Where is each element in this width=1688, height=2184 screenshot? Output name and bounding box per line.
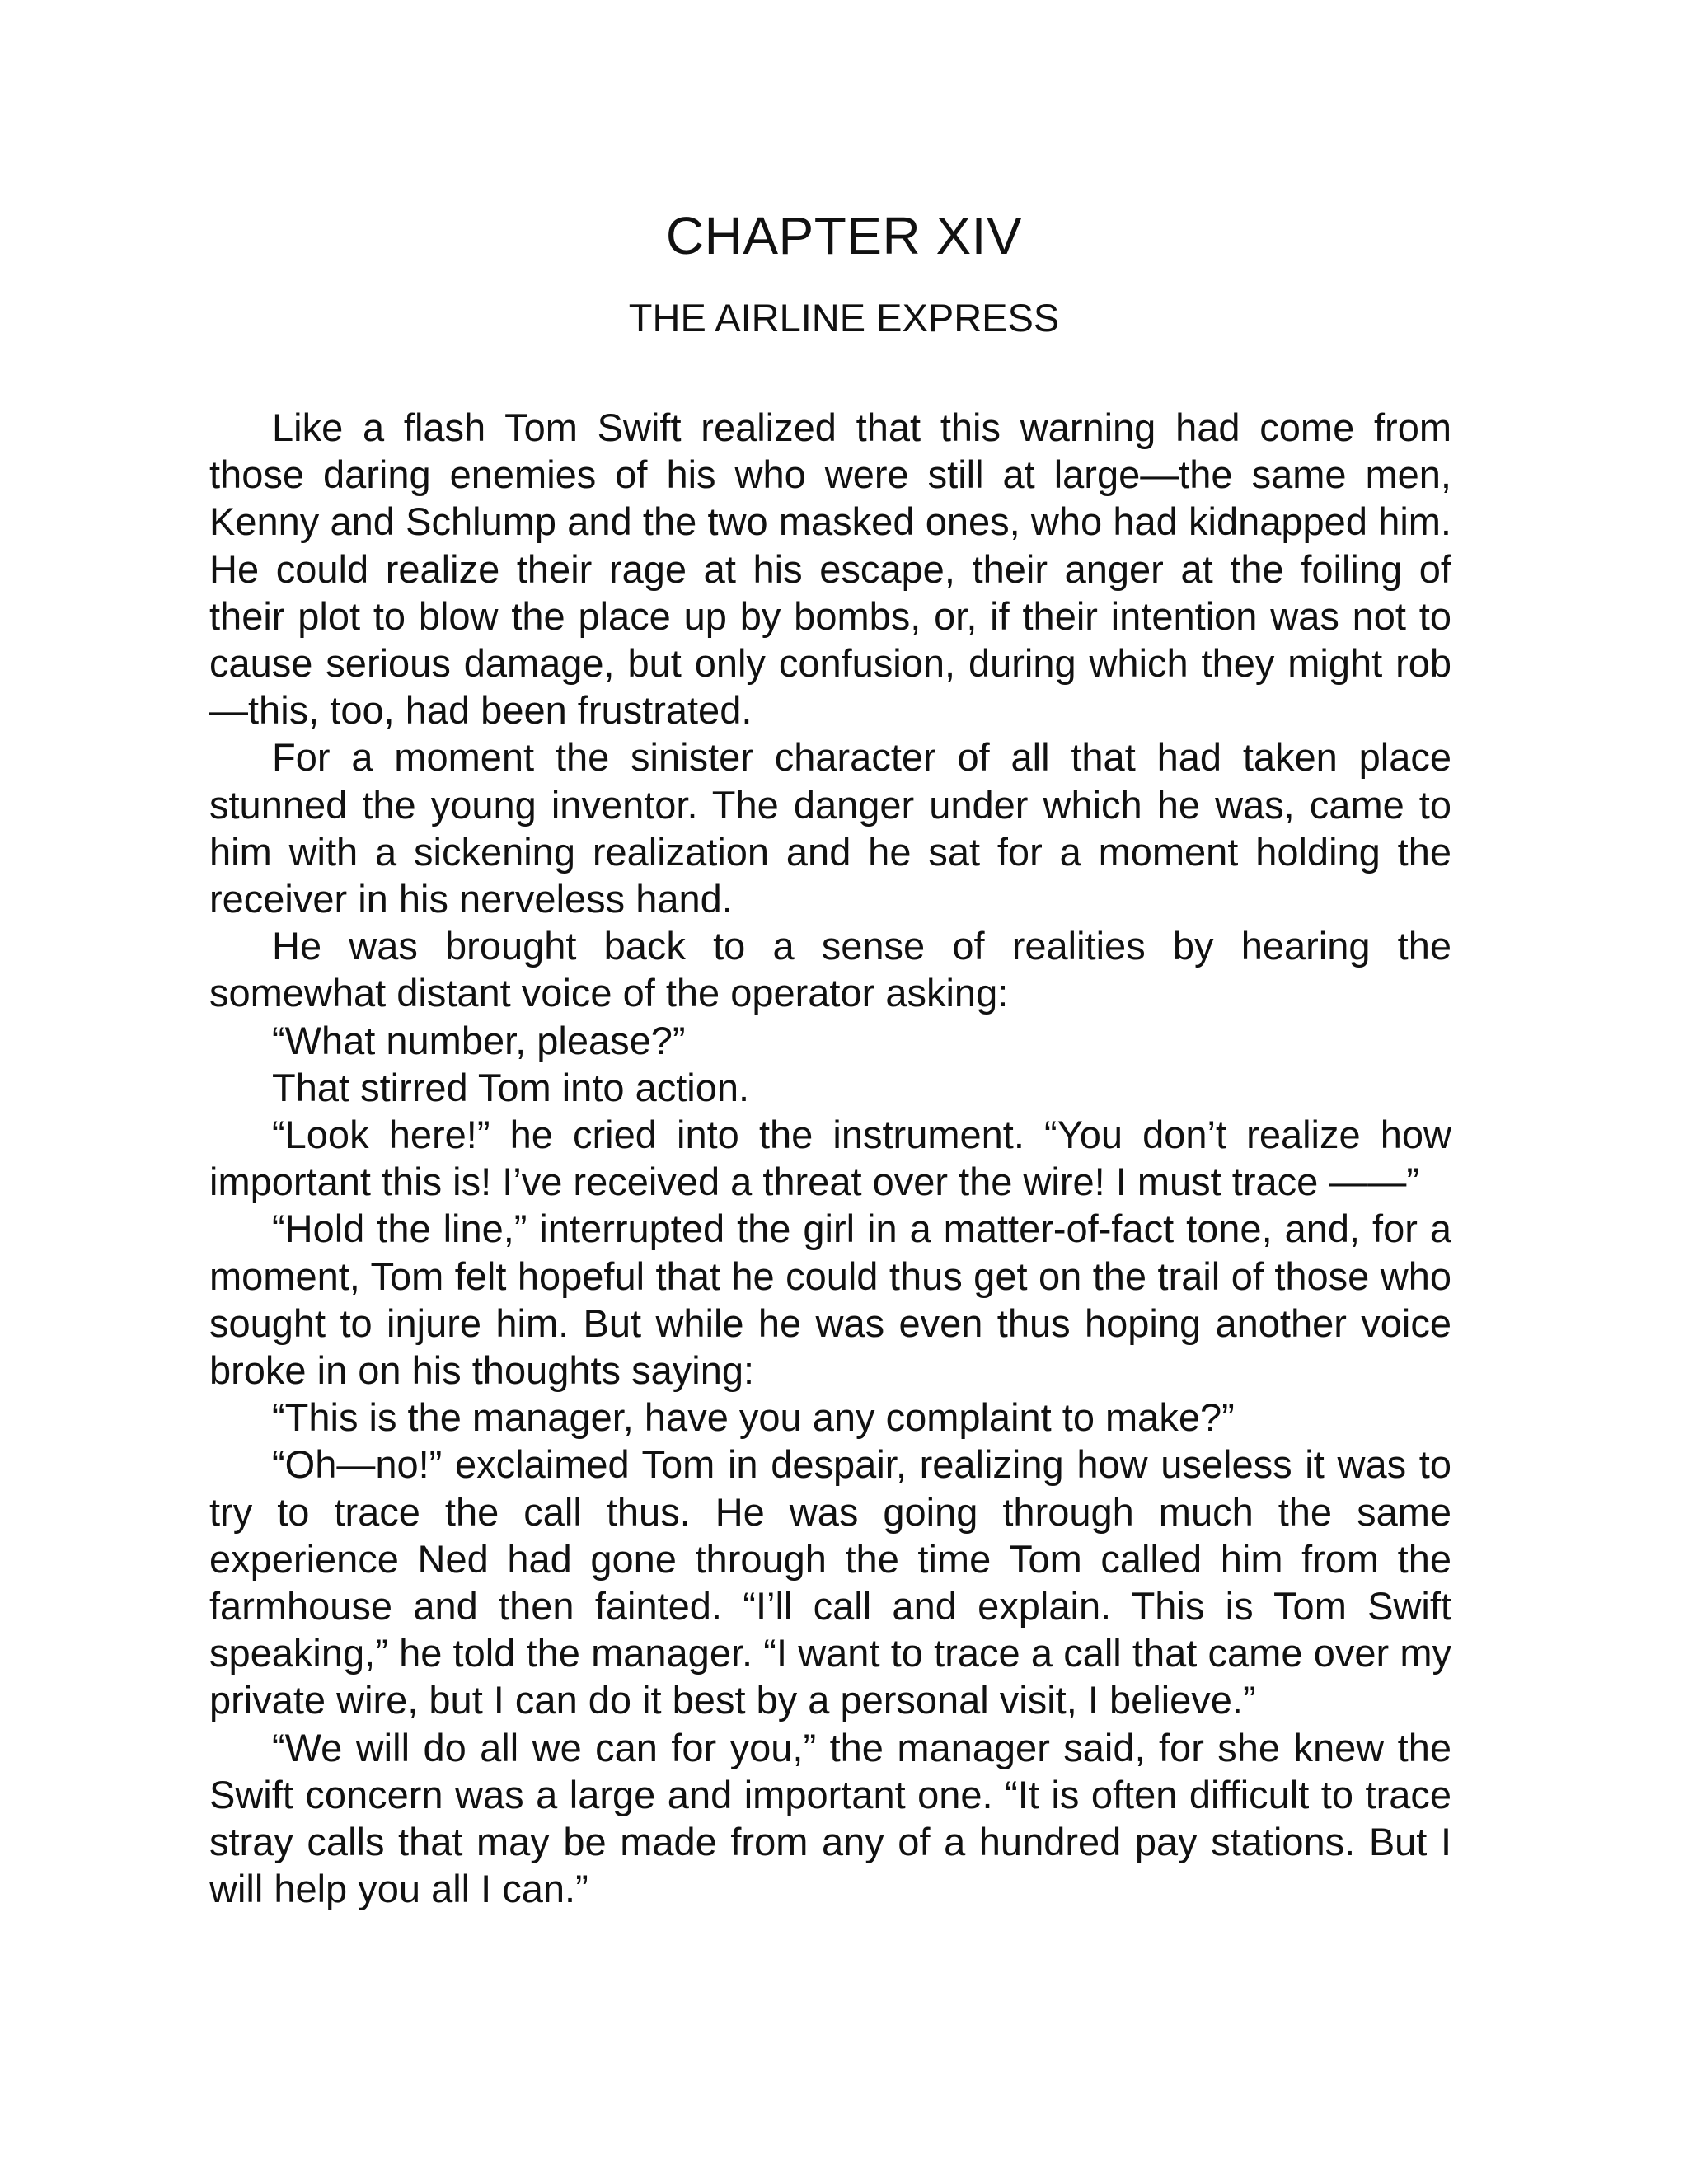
- paragraph: That stirred Tom into action.: [272, 1065, 750, 1109]
- paragraph: “We will do all we can for you,” the manager said, for she knew the Swift concern was a large and important one. “It is often difficult to trace stray calls that may be made from any of a hundred pay stations. But I will help you all I can.”: [209, 1725, 1451, 1911]
- chapter-number: CHAPTER XIV: [665, 206, 1023, 265]
- paragraph: “Hold the line,” interrupted the girl in a matter-of-fact tone, and, for a moment, Tom felt hopeful that he could thus get on the trail of those who sought to injure him. But while he was even thus hoping another voice broke in on his thoughts saying:: [209, 1207, 1451, 1393]
- paragraph: “This is the manager, have you any complaint to make?”: [272, 1395, 1235, 1440]
- paragraph: “Oh—no!” exclaimed Tom in despair, realizing how useless it was to try to trace the call thus. He was going through much the same experience Ned had gone through the time Tom called him from the farmhouse and then fainted. “I’ll call and explain. This is Tom Swift speaking,” he told the manager. “I want to trace a call that came over my private wire, but I can do it best by a personal visit, I believe.”: [209, 1442, 1451, 1722]
- chapter-title: THE AIRLINE EXPRESS: [628, 296, 1060, 340]
- paragraph: Like a flash Tom Swift realized that this warning had come from those daring enemies of his who were still at large—the same men, Kenny and Schlump and the two masked ones, who had kidnapped him. He could realize their rage at his escape, their anger at the foiling of their plot to blow the place up by bombs, or, if their intention was not to cause serious damage, but only confusion, during which they might rob—this, too, had been frustrated.: [209, 405, 1451, 733]
- paragraph: “Look here!” he cried into the instrument. “You don’t realize how important this is! I’ve received a threat over the wire! I must trace ——”: [209, 1113, 1451, 1204]
- paragraph: “What number, please?”: [272, 1018, 686, 1062]
- paragraph: He was brought back to a sense of realities by hearing the somewhat distant voice of the operator asking:: [209, 924, 1451, 1015]
- chapter-body: [209, 404, 1451, 1913]
- paragraph: For a moment the sinister character of all that had taken place stunned the young inventor. The danger under which he was, came to him with a sickening realization and he sat for a moment holding the receiver in his nerveless hand.: [209, 735, 1451, 921]
